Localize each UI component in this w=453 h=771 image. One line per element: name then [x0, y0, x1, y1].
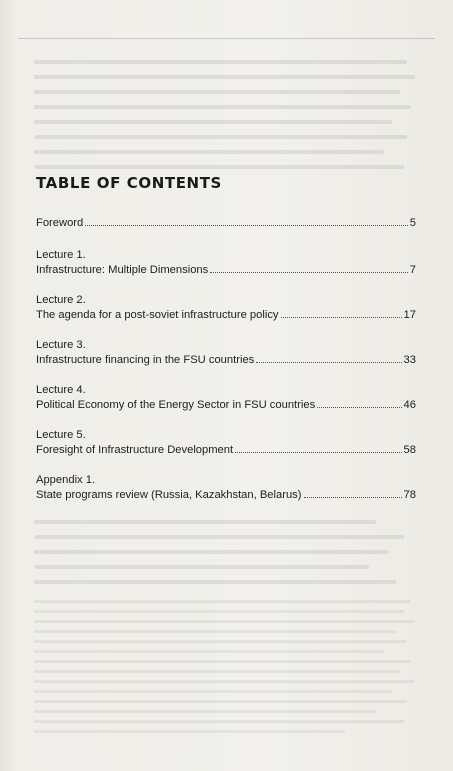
toc-entry-foreword	[36, 216, 416, 232]
toc-entry-label: Lecture 3.	[36, 338, 86, 351]
toc-entry-lecture-3	[36, 338, 416, 369]
toc-entry-label: Lecture 2.	[36, 293, 86, 306]
leader-dots	[304, 488, 402, 498]
toc-entry-label: Appendix 1.	[36, 473, 96, 486]
table-of-contents	[36, 174, 416, 518]
toc-entry-lecture-5	[36, 428, 416, 459]
bleed-through-footnotes	[34, 600, 423, 740]
toc-entry-title: State programs review (Russia, Kazakhstan, Belarus)	[36, 489, 302, 501]
toc-entry-appendix-1	[36, 473, 416, 504]
toc-entry-label: Lecture 5.	[36, 428, 86, 441]
toc-entry-page: 33	[403, 354, 416, 366]
toc-entry-title: Political Economy of the Energy Sector in FSU countries	[36, 399, 316, 411]
toc-entry-title: Infrastructure financing in the FSU countries	[36, 354, 255, 366]
toc-title: TABLE OF CONTENTS	[36, 174, 222, 192]
toc-entry-title: Foreword	[36, 217, 84, 229]
toc-entry-page: 58	[403, 444, 416, 456]
toc-entry-title: Infrastructure: Multiple Dimensions	[36, 264, 209, 276]
toc-entry-page: 78	[403, 489, 416, 501]
leader-dots	[210, 263, 408, 273]
leader-dots	[281, 308, 402, 318]
header-rule	[18, 38, 435, 39]
toc-entry-label: Lecture 1.	[36, 248, 86, 261]
toc-entry-lecture-4	[36, 383, 416, 414]
leader-dots	[235, 443, 401, 453]
leader-dots	[317, 398, 401, 408]
toc-entry-lecture-1	[36, 248, 416, 279]
toc-entry-title: Foresight of Infrastructure Development	[36, 444, 234, 456]
bleed-through-text-top	[34, 60, 423, 180]
toc-entry-page: 7	[409, 264, 416, 276]
toc-entry-page: 5	[409, 217, 416, 229]
toc-entry-page: 17	[403, 309, 416, 321]
toc-entry-lecture-2	[36, 293, 416, 324]
toc-entry-title: The agenda for a post-soviet infrastructure policy	[36, 309, 279, 321]
toc-entry-label: Lecture 4.	[36, 383, 86, 396]
leader-dots	[85, 216, 408, 226]
bleed-through-text-bottom	[34, 520, 423, 595]
leader-dots	[256, 353, 401, 363]
toc-entry-page: 46	[403, 399, 416, 411]
